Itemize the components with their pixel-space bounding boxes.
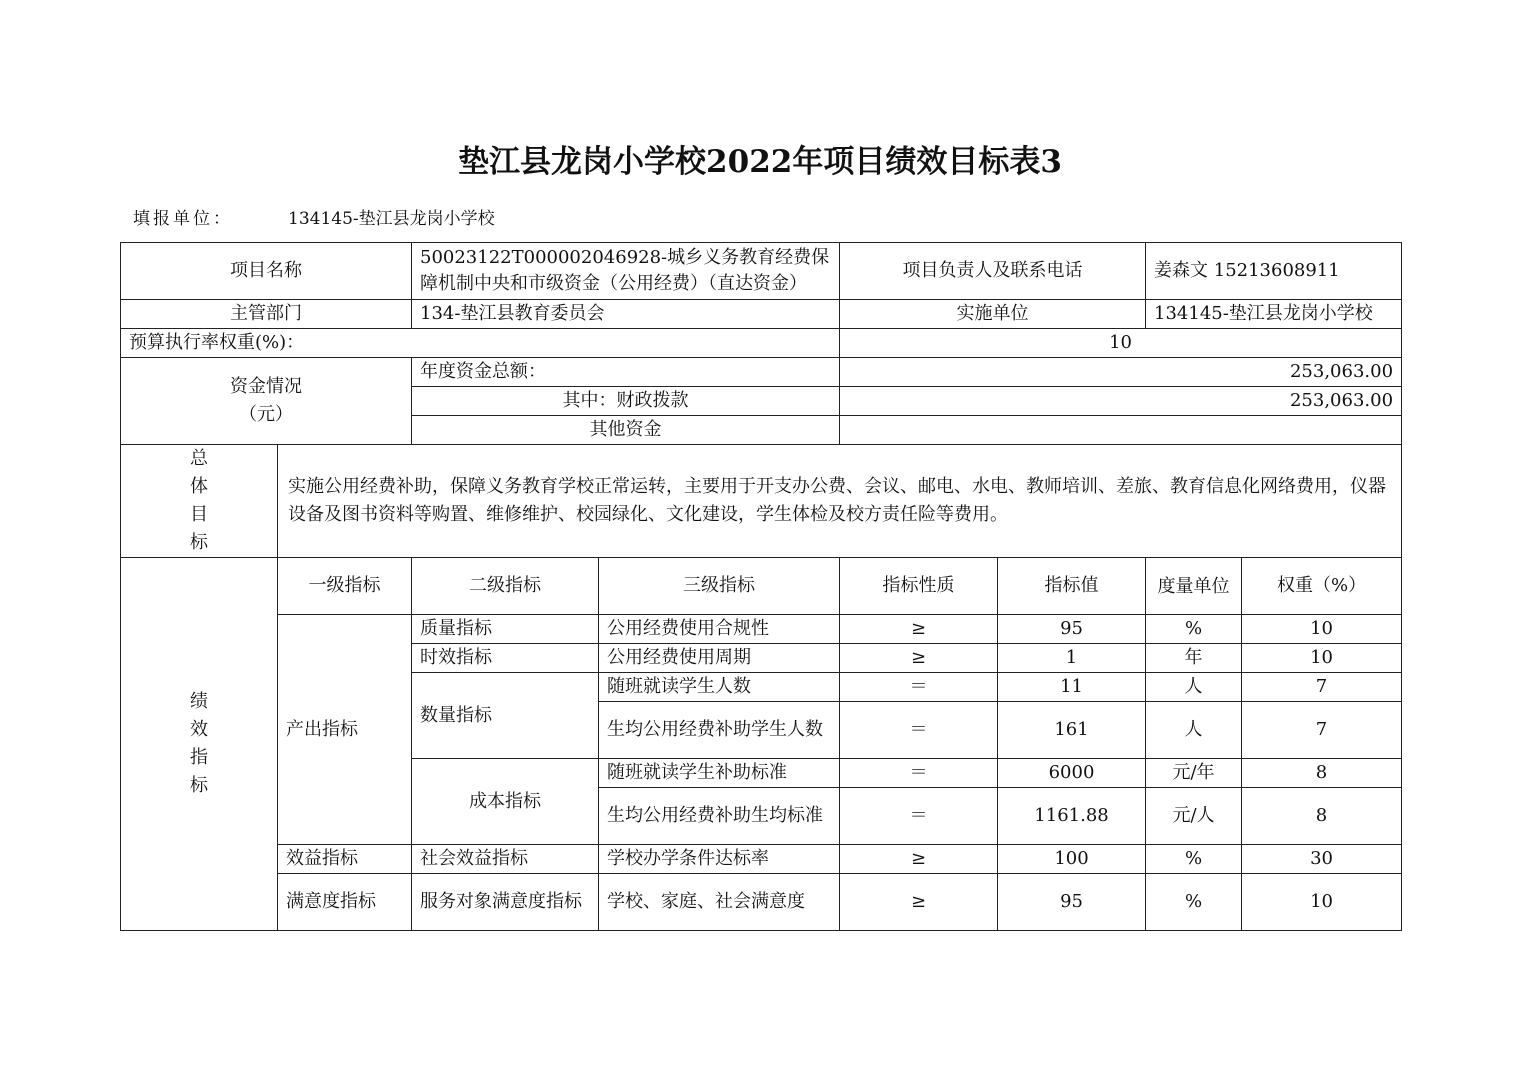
time-nature: ≥: [840, 644, 998, 673]
table-row: [121, 615, 1402, 644]
reporting-unit-label: 填报单位：: [133, 209, 233, 229]
overall-goal-char: 标: [190, 532, 208, 553]
header-level2: 二级指标: [412, 558, 599, 615]
implementing-unit-value: 134145-垫江县龙岗小学校: [1146, 300, 1402, 329]
satisfaction-nature: ≥: [840, 874, 998, 931]
cost-l2: 成本指标: [412, 759, 599, 845]
time-l2: 时效指标: [412, 644, 599, 673]
header-level3: 三级指标: [599, 558, 840, 615]
funds-fiscal-label: 其中：财政拨款: [412, 387, 840, 416]
quantity1-weight: 7: [1242, 673, 1402, 702]
performance-indicator-char: 标: [190, 775, 208, 796]
cost1-nature: ＝: [840, 759, 998, 788]
budget-weight-label: 预算执行率权重(%)：: [121, 329, 840, 358]
table-row: [121, 845, 1402, 874]
header-unit: 度量单位: [1146, 558, 1242, 615]
benefit-weight: 30: [1242, 845, 1402, 874]
cost2-value: 1161.88: [998, 788, 1146, 845]
contact-label: 项目负责人及联系电话: [840, 243, 1146, 300]
cost1-value: 6000: [998, 759, 1146, 788]
project-name-value: 50023122T000002046928-城乡义务教育经费保障机制中央和市级资金（公用经费）（直达资金）: [412, 243, 840, 300]
funds-label-line2: （元）: [239, 404, 293, 425]
cost1-weight: 8: [1242, 759, 1402, 788]
output-indicator-label: 产出指标: [278, 615, 412, 845]
time-l3: 公用经费使用周期: [599, 644, 840, 673]
performance-target-table: [120, 242, 1402, 931]
funds-label: [121, 358, 412, 445]
quantity1-value: 11: [998, 673, 1146, 702]
quantity1-unit: 人: [1146, 673, 1242, 702]
cost1-unit: 元/年: [1146, 759, 1242, 788]
performance-indicator-label: [121, 558, 278, 931]
header-weight: 权重（%）: [1242, 558, 1402, 615]
quality-unit: %: [1146, 615, 1242, 644]
time-unit: 年: [1146, 644, 1242, 673]
satisfaction-l2: 服务对象满意度指标: [412, 874, 599, 931]
funds-total-value: 253,063.00: [840, 358, 1402, 387]
indicator-header-row: [121, 558, 1402, 615]
quantity2-weight: 7: [1242, 702, 1402, 759]
cost2-weight: 8: [1242, 788, 1402, 845]
funds-total-label: 年度资金总额：: [412, 358, 840, 387]
reporting-unit: [133, 204, 495, 229]
quantity2-l3: 生均公用经费补助学生人数: [599, 702, 840, 759]
time-value: 1: [998, 644, 1146, 673]
performance-indicator-char: 效: [190, 719, 208, 740]
benefit-unit: %: [1146, 845, 1242, 874]
cost2-nature: ＝: [840, 788, 998, 845]
funds-total-row: [121, 358, 1402, 387]
overall-goal-char: 目: [190, 504, 208, 525]
satisfaction-weight: 10: [1242, 874, 1402, 931]
satisfaction-l1: 满意度指标: [278, 874, 412, 931]
quantity2-value: 161: [998, 702, 1146, 759]
overall-goal-char: 总: [190, 448, 208, 469]
cost1-l3: 随班就读学生补助标准: [599, 759, 840, 788]
benefit-nature: ≥: [840, 845, 998, 874]
satisfaction-value: 95: [998, 874, 1146, 931]
funds-other-value: [840, 416, 1402, 445]
benefit-l2: 社会效益指标: [412, 845, 599, 874]
benefit-l3: 学校办学条件达标率: [599, 845, 840, 874]
time-weight: 10: [1242, 644, 1402, 673]
project-name-label: 项目名称: [121, 243, 412, 300]
department-value: 134-垫江县教育委员会: [412, 300, 840, 329]
project-name-row: [121, 243, 1402, 300]
overall-goal-char: 体: [190, 476, 208, 497]
benefit-value: 100: [998, 845, 1146, 874]
quantity2-nature: ＝: [840, 702, 998, 759]
department-label: 主管部门: [121, 300, 412, 329]
quality-value: 95: [998, 615, 1146, 644]
reporting-unit-value: 134145-垫江县龙岗小学校: [288, 209, 495, 229]
quantity2-unit: 人: [1146, 702, 1242, 759]
funds-other-label: 其他资金: [412, 416, 840, 445]
quality-l3: 公用经费使用合规性: [599, 615, 840, 644]
overall-goal-text: 实施公用经费补助，保障义务教育学校正常运转，主要用于开支办公费、会议、邮电、水电、教师培训、差旅、教育信息化网络费用，仪器设备及图书资料等购置、维修维护、校园绿化、文化建设，学生体检及校方责任险等费用。: [278, 445, 1402, 558]
quality-nature: ≥: [840, 615, 998, 644]
performance-indicator-char: 绩: [190, 691, 208, 712]
satisfaction-unit: %: [1146, 874, 1242, 931]
cost2-unit: 元/人: [1146, 788, 1242, 845]
header-level1: 一级指标: [278, 558, 412, 615]
quality-weight: 10: [1242, 615, 1402, 644]
table-row: [121, 874, 1402, 931]
budget-weight-row: [121, 329, 1402, 358]
funds-fiscal-value: 253,063.00: [840, 387, 1402, 416]
page-title: 垫江县龙岗小学校2022年项目绩效目标表3: [458, 144, 1062, 180]
quality-l2: 质量指标: [412, 615, 599, 644]
quantity-l2: 数量指标: [412, 673, 599, 759]
department-row: [121, 300, 1402, 329]
cost2-l3: 生均公用经费补助生均标准: [599, 788, 840, 845]
quantity1-l3: 随班就读学生人数: [599, 673, 840, 702]
header-value: 指标值: [998, 558, 1146, 615]
performance-indicator-char: 指: [190, 747, 208, 768]
header-nature: 指标性质: [840, 558, 998, 615]
overall-goal-row: [121, 445, 1402, 558]
contact-value: 姜森文 15213608911: [1146, 243, 1402, 300]
quantity1-nature: ＝: [840, 673, 998, 702]
implementing-unit-label: 实施单位: [840, 300, 1146, 329]
satisfaction-l3: 学校、家庭、社会满意度: [599, 874, 840, 931]
overall-goal-label: [121, 445, 278, 558]
funds-label-line1: 资金情况: [230, 376, 302, 397]
budget-weight-value: 10: [840, 329, 1402, 358]
benefit-l1: 效益指标: [278, 845, 412, 874]
